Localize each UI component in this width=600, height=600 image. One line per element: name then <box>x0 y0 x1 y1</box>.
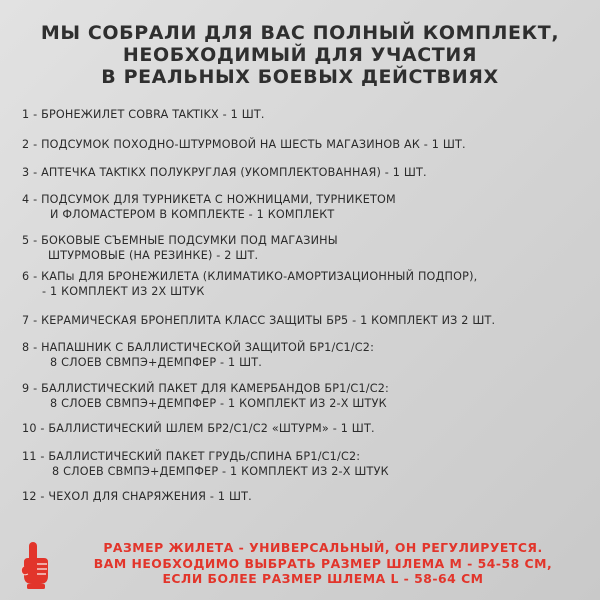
title-line: МЫ СОБРАЛИ ДЛЯ ВАС ПОЛНЫЙ КОМПЛЕКТ, <box>40 22 560 44</box>
title-line: В РЕАЛЬНЫХ БОЕВЫХ ДЕЙСТВИЯХ <box>101 66 499 88</box>
list-item-text-continued: 8 СЛОЕВ СВМПЭ+ДЕМПФЕР - 1 ШТ. <box>50 356 263 369</box>
list-item-text: 6 - КАПы ДЛЯ БРОНЕЖИЛЕТА (КЛИМАТИКО-АМОРТИЗАЦИОННЫЙ ПОДПОР), <box>22 270 478 283</box>
pointing-hand-icon <box>18 540 52 590</box>
list-item-text: 3 - АПТЕЧКА TAKTIKX ПОЛУКРУГЛАЯ (УКОМПЛЕКТОВАННАЯ) - 1 ШТ. <box>22 166 427 179</box>
list-item <box>22 192 396 222</box>
list-item-text-continued: ШТУРМОВЫЕ (НА РЕЗИНКЕ) - 2 ШТ. <box>48 249 259 262</box>
list-item-text-continued: 8 СЛОЕВ СВМПЭ+ДЕМПФЕР - 1 КОМПЛЕКТ ИЗ 2-Х ШТУК <box>52 465 389 478</box>
list-item-text: 11 - БАЛЛИСТИЧЕСКИЙ ПАКЕТ ГРУДЬ/СПИНА БР1/С1/С2: <box>22 450 361 463</box>
list-item-text: 9 - БАЛЛИСТИЧЕСКИЙ ПАКЕТ ДЛЯ КАМЕРБАНДОВ БР1/С1/С2: <box>22 382 390 395</box>
list-item-text: 5 - БОКОВЫЕ СЪЕМНЫЕ ПОДСУМКИ ПОД МАГАЗИНЫ <box>22 234 338 247</box>
list-item <box>22 313 495 328</box>
list-item <box>22 137 466 152</box>
list-item <box>22 449 389 479</box>
list-item-text-continued: И ФЛОМАСТЕРОМ В КОМПЛЕКТЕ - 1 КОМПЛЕКТ <box>50 208 335 221</box>
list-item-text-continued: 8 СЛОЕВ СВМПЭ+ДЕМПФЕР - 1 КОМПЛЕКТ ИЗ 2-Х ШТУК <box>50 397 387 410</box>
list-item-text: 4 - ПОДСУМОК ДЛЯ ТУРНИКЕТА С НОЖНИЦАМИ, ТУРНИКЕТОМ <box>22 193 396 206</box>
list-item <box>22 381 389 411</box>
list-item-text: 2 - ПОДСУМОК ПОХОДНО-ШТУРМОВОЙ НА ШЕСТЬ МАГАЗИНОВ АК - 1 ШТ. <box>22 138 466 151</box>
list-item-text: 10 - БАЛЛИСТИЧЕСКИЙ ШЛЕМ БР2/С1/С2 «ШТУРМ» - 1 ШТ. <box>22 422 375 435</box>
list-item-text-continued: - 1 КОМПЛЕКТ ИЗ 2Х ШТУК <box>42 285 205 298</box>
list-item <box>22 421 375 436</box>
notice-line: РАЗМЕР ЖИЛЕТА - УНИВЕРСАЛЬНЫЙ, ОН РЕГУЛИРУЕТСЯ. <box>103 540 543 555</box>
list-item-text: 7 - КЕРАМИЧЕСКАЯ БРОНЕПЛИТА КЛАСС ЗАЩИТЫ БР5 - 1 КОМПЛЕКТ ИЗ 2 ШТ. <box>22 314 496 327</box>
page-title <box>0 22 600 88</box>
list-item <box>22 233 338 263</box>
size-notice <box>0 540 600 600</box>
notice-line: ЕСЛИ БОЛЕЕ РАЗМЕР ШЛЕМА L - 58-64 СМ <box>162 571 484 586</box>
notice-text <box>58 540 588 587</box>
list-item <box>22 107 265 122</box>
list-item <box>22 489 252 504</box>
list-item-text: 1 - БРОНЕЖИЛЕТ COBRA TAKTIKX - 1 ШТ. <box>22 108 265 121</box>
list-item <box>22 340 374 370</box>
list-item <box>22 269 477 299</box>
title-line: НЕОБХОДИМЫЙ ДЛЯ УЧАСТИЯ <box>122 44 478 66</box>
list-item-text: 12 - ЧЕХОЛ ДЛЯ СНАРЯЖЕНИЯ - 1 ШТ. <box>22 490 252 503</box>
list-item <box>22 165 427 180</box>
list-item-text: 8 - НАПАШНИК С БАЛЛИСТИЧЕСКОЙ ЗАЩИТОЙ БР1/С1/С2: <box>22 341 375 354</box>
notice-line: ВАМ НЕОБХОДИМО ВЫБРАТЬ РАЗМЕР ШЛЕМА M - 54-58 СМ, <box>93 555 553 571</box>
